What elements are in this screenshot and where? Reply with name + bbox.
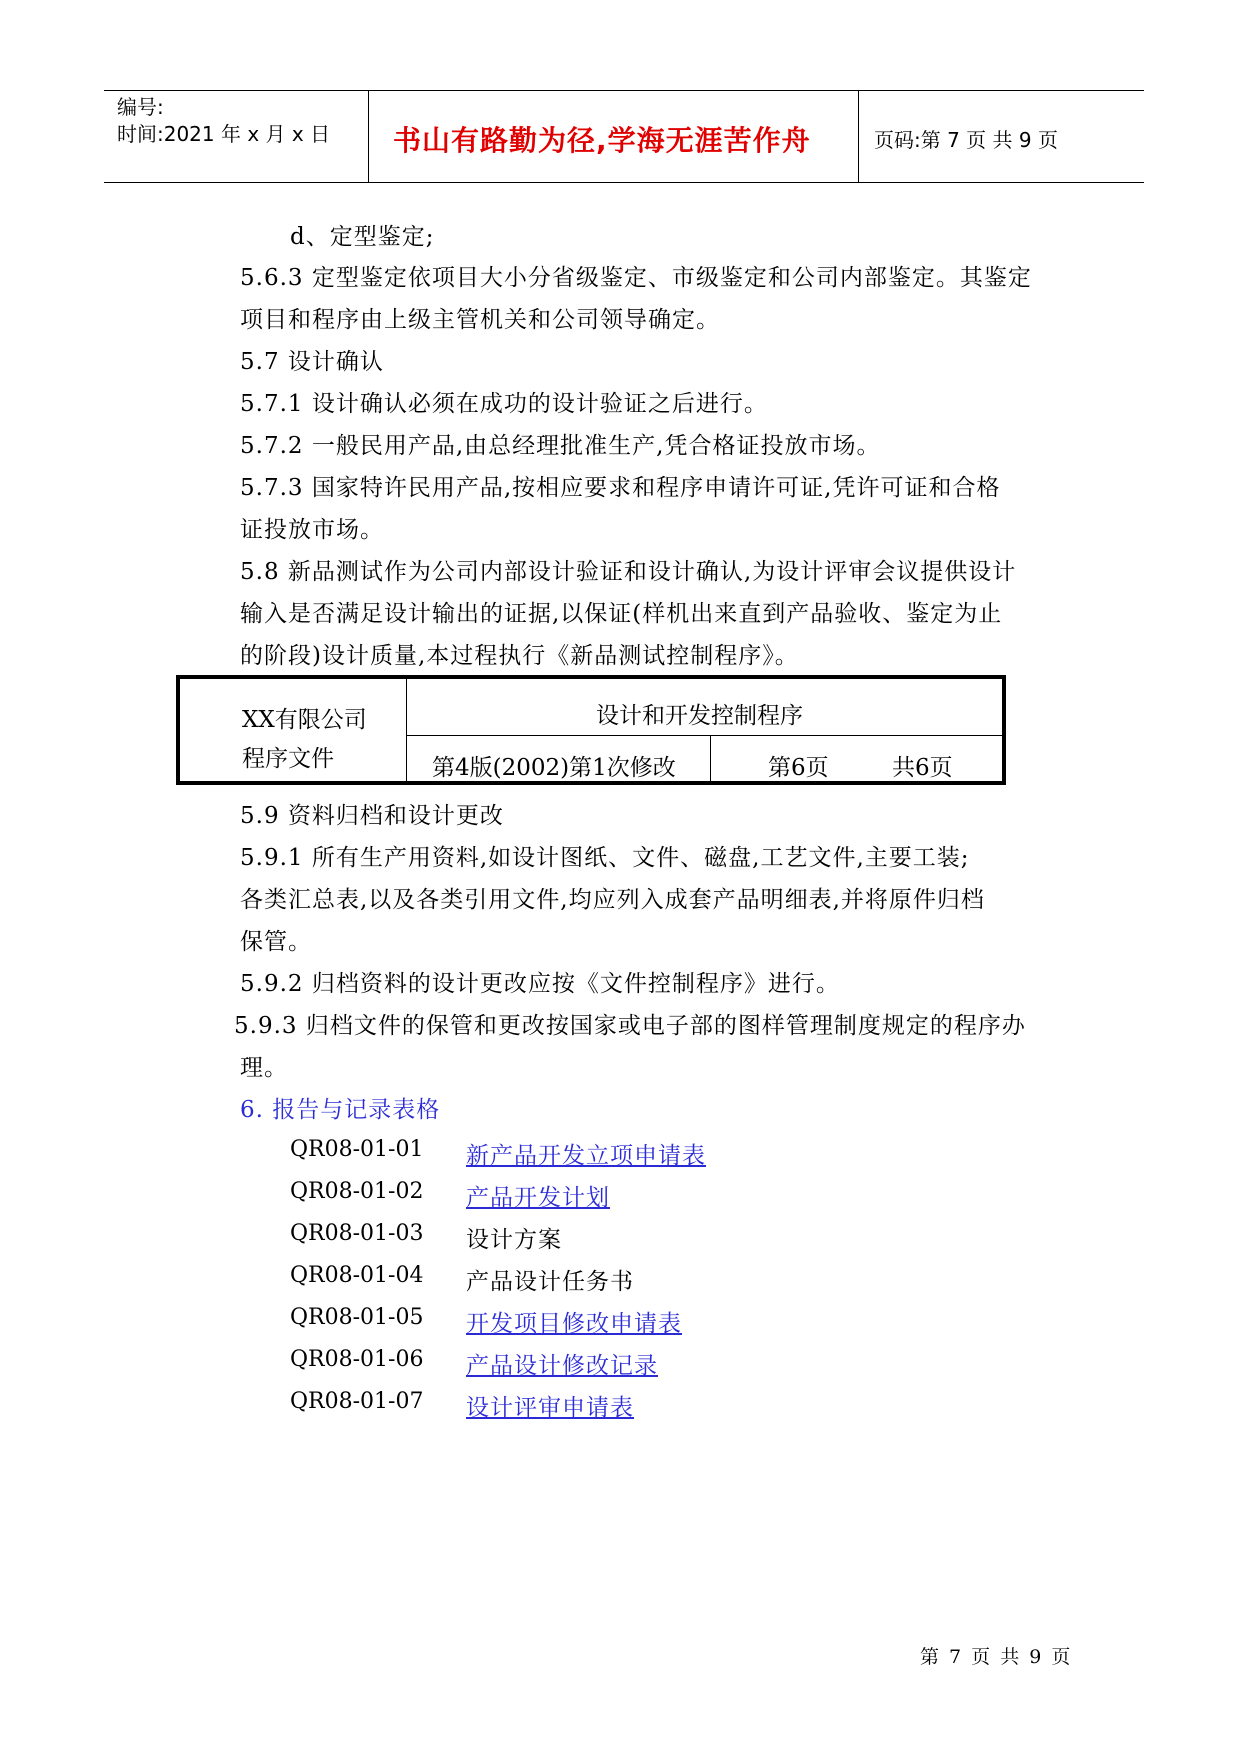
clause-5-7-1: 5.7.1 设计确认必须在成功的设计验证之后进行。 — [240, 391, 768, 417]
record-name-design-task: 产品设计任务书 — [466, 1269, 634, 1295]
table-divider — [710, 735, 711, 781]
clause-5-8-line2: 输入是否满足设计输出的证据,以保证(样机出来直到产品验收、鉴定为止 — [240, 601, 1003, 627]
clause-5-8-line3: 的阶段)设计质量,本过程执行《新品测试控制程序》。 — [240, 643, 799, 669]
record-code: QR08-01-02 — [290, 1179, 424, 1204]
record-name-design-scheme: 设计方案 — [466, 1227, 562, 1253]
clause-5-7-3-line1: 5.7.3 国家特许民用产品,按相应要求和程序申请许可证,凭许可证和合格 — [240, 475, 1001, 501]
procedure-title: 设计和开发控制程序 — [596, 703, 803, 729]
record-link-product-dev-plan[interactable]: 产品开发计划 — [466, 1185, 610, 1211]
header-time-label: 时间:2021 年 x 月 x 日 — [117, 122, 331, 146]
header-divider-right — [858, 90, 859, 183]
item-d: d、定型鉴定; — [290, 224, 435, 250]
record-code: QR08-01-06 — [290, 1347, 424, 1372]
clause-5-9-2: 5.9.2 归档资料的设计更改应按《文件控制程序》进行。 — [240, 971, 840, 997]
table-page-total: 共6页 — [892, 755, 953, 781]
clause-5-7-3-line2: 证投放市场。 — [240, 517, 384, 543]
header-number-label: 编号: — [117, 95, 164, 119]
clause-5-6-3-line1: 5.6.3 定型鉴定依项目大小分省级鉴定、市级鉴定和公司内部鉴定。其鉴定 — [240, 265, 1032, 291]
document-control-table — [176, 675, 1006, 785]
heading-5-7: 5.7 设计确认 — [240, 349, 384, 375]
header-top-rule — [104, 90, 1144, 91]
record-link-design-review-request[interactable]: 设计评审申请表 — [466, 1395, 634, 1421]
header-page-label: 页码:第 7 页 共 9 页 — [874, 128, 1058, 152]
clause-5-9-1-line2: 各类汇总表,以及各类引用文件,均应列入成套产品明细表,并将原件归档 — [240, 887, 985, 913]
record-code: QR08-01-04 — [290, 1263, 424, 1288]
page-footer: 第 7 页 共 9 页 — [920, 1646, 1073, 1668]
heading-6-forms: 6. 报告与记录表格 — [240, 1097, 441, 1123]
record-code: QR08-01-05 — [290, 1305, 424, 1330]
clause-5-8-line1: 5.8 新品测试作为公司内部设计验证和设计确认,为设计评审会议提供设计 — [240, 559, 1017, 585]
clause-5-7-2: 5.7.2 一般民用产品,由总经理批准生产,凭合格证投放市场。 — [240, 433, 881, 459]
table-divider — [406, 679, 407, 781]
heading-5-9: 5.9 资料归档和设计更改 — [240, 803, 504, 829]
document-type: 程序文件 — [242, 746, 334, 772]
version-info: 第4版(2002)第1次修改 — [432, 755, 676, 781]
clause-5-6-3-line2: 项目和程序由上级主管机关和公司领导确定。 — [240, 307, 720, 333]
header-bottom-rule — [104, 182, 1144, 183]
clause-5-9-3-line1: 5.9.3 归档文件的保管和更改按国家或电子部的图样管理制度规定的程序办 — [234, 1013, 1026, 1039]
record-link-new-product-request[interactable]: 新产品开发立项申请表 — [466, 1143, 706, 1169]
record-code: QR08-01-01 — [290, 1137, 424, 1162]
record-link-project-change-request[interactable]: 开发项目修改申请表 — [466, 1311, 682, 1337]
clause-5-9-3-line2: 理。 — [240, 1055, 288, 1081]
table-divider — [406, 735, 1002, 736]
table-page-number: 第6页 — [768, 755, 829, 781]
clause-5-9-1-line3: 保管。 — [240, 929, 312, 955]
record-link-design-change-record[interactable]: 产品设计修改记录 — [466, 1353, 658, 1379]
header-divider-left — [368, 90, 369, 183]
clause-5-9-1-line1: 5.9.1 所有生产用资料,如设计图纸、文件、磁盘,工艺文件,主要工装; — [240, 845, 970, 871]
header-motto: 书山有路勤为径,学海无涯苦作舟 — [393, 124, 811, 157]
record-code: QR08-01-07 — [290, 1389, 424, 1414]
record-code: QR08-01-03 — [290, 1221, 424, 1246]
company-name: XX有限公司 — [242, 707, 367, 733]
